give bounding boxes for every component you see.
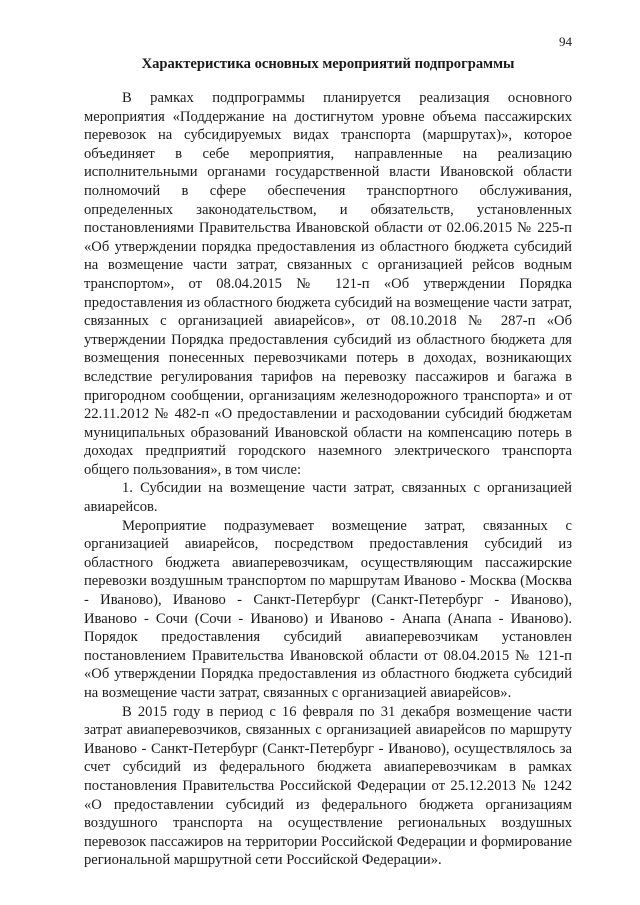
paragraph-activity-description: Мероприятие подразумевает возмещение затрат, связанных с организацией авиарейсов, посредством предоставления субсидий из областного бюджета авиаперевозчикам, осуществляющим пассажирские перевозки воздушным транспортом по маршрутам Иваново - Москва (Москва - Иваново), Иваново - Санкт-Петербург (Санкт-Петербург - Иваново), Иваново - Сочи (Сочи - Иваново) и Иваново - Анапа (Анапа - Иваново). Порядок предоставления субсидий авиаперевозчикам установлен постановлением Правительства Ивановской области от 08.04.2015 № 121-п «Об утверждении Порядка предоставления из областного бюджета субсидий на возмещение части затрат, связанных с организацией авиарейсов». [84,517,572,701]
section-heading: Характеристика основных мероприятий подпрограммы [141,56,515,72]
page-number: 94 [559,34,572,49]
paragraph-main-activity: В рамках подпрограммы планируется реализация основного мероприятия «Поддержание на достигнутом уровне объема пассажирских перевозок на субсидируемых видах транспорта (маршрутах)», которое объединяет в себе мероприятия, направленные на реализацию исполнительными органами государственной власти Ивановской области полномочий в сфере обеспечения транспортного обслуживания, определенных законодательством, и обязательств, установленных постановлениями Правительства Ивановской области от 02.06.2015 № 225-п «Об утверждении порядка предоставления из областного бюджета субсидий на возмещение части затрат, связанных с организацией рейсов водным транспортом», от 08.04.2015 № 121-п «Об утверждении Порядка предоставления из областного бюджета субсидий на возмещение части затрат, связанных с организацией авиарейсов», от 08.10.2018 № 287-п «Об утверждении Порядка предоставления субсидий из областного бюджета для возмещения понесенных перевозчиками потерь в доходах, возникающих вследствие регулирования тарифов на перевозку пассажиров и багажа в пригородном сообщении, организациям железнодорожного транспорта» и от 22.11.2012 № 482-п «О предоставлении и расходовании субсидий бюджетам муниципальных образований Ивановской области на компенсацию потерь в доходах предприятий городского наземного электрического транспорта общего пользования», в том числе: [84,90,572,478]
paragraph-item-1: 1. Субсидии на возмещение части затрат, связанных с организацией авиарейсов. [84,480,572,516]
document-body [84,89,572,870]
paragraph-2015-period: В 2015 году в период с 16 февраля по 31 декабря возмещение части затрат авиаперевозчиков, связанных с организацией авиарейсов по маршруту Иваново - Санкт-Петербург (Санкт-Петербург - Иваново), осуществлялось за счет субсидий из федерального бюджета авиаперевозчикам в рамках постановления Правительства Российской Федерации от 25.12.2013 № 1242 «О предоставлении субсидий из федерального бюджета организациям воздушного транспорта на осуществление региональных воздушных перевозок пассажиров на территории Российской Федерации и формирование региональной маршрутной сети Российской Федерации». [84,703,572,869]
